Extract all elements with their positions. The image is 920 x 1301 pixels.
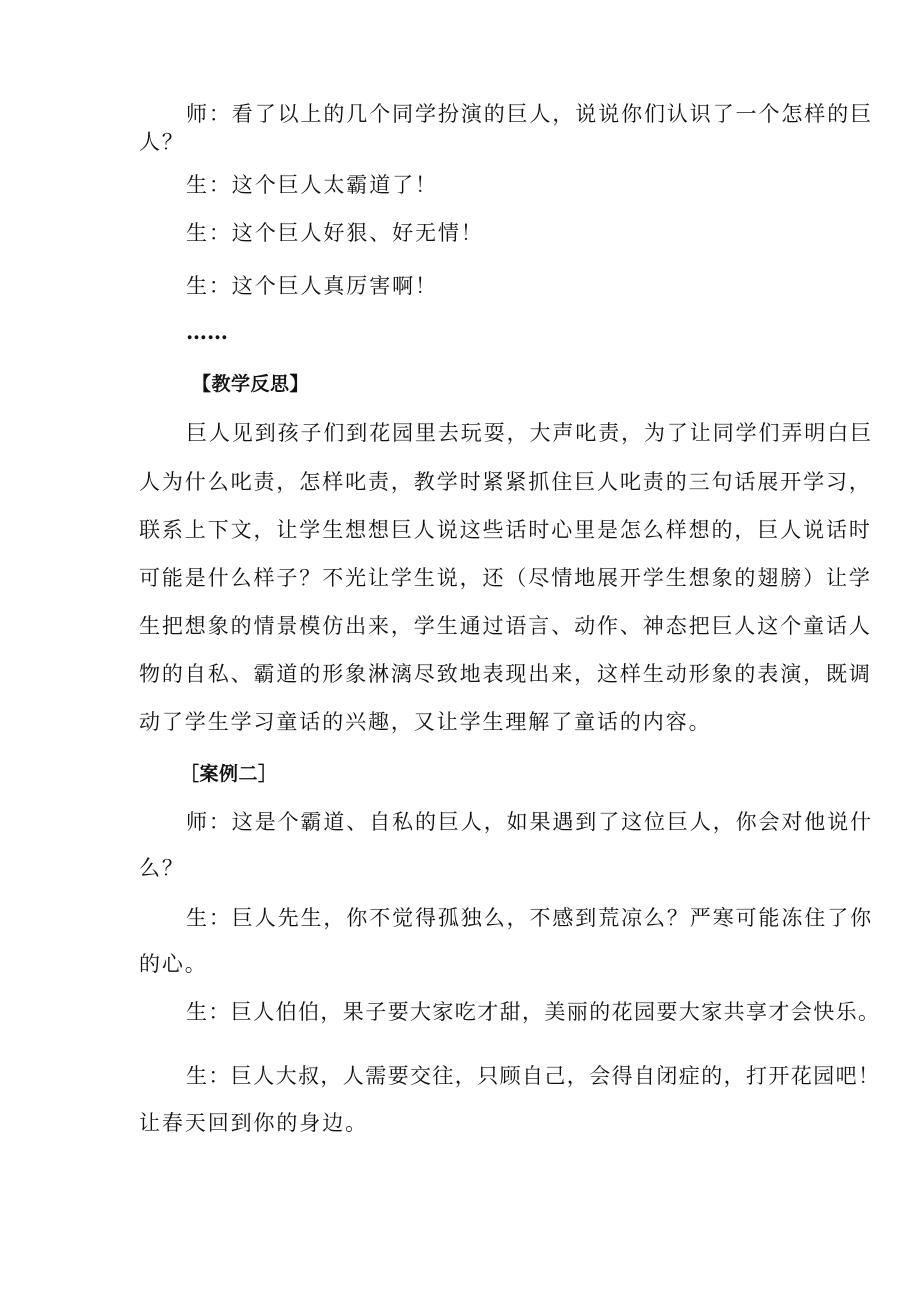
- reflection-line-1: 巨人见到孩子们到花园里去玩耍，大声叱责，为了让同学们弄明白巨: [186, 421, 873, 445]
- student-answer-3: 生：这个巨人真厉害啊！: [186, 274, 438, 298]
- ellipsis: ……: [186, 319, 228, 344]
- case2-student-2: 生：巨人伯伯，果子要大家吃才甜，美丽的花园要大家共享才会快乐。: [186, 1000, 881, 1024]
- case2-student-3-line-1: 生：巨人大叔，人需要交往，只顾自己，会得自闭症的，打开花园吧！: [186, 1064, 881, 1088]
- student-answer-2: 生：这个巨人好狠、好无情！: [186, 221, 484, 245]
- case2-student-1-line-1: 生：巨人先生，你不觉得孤独么，不感到荒凉么？严寒可能冻住了你: [186, 906, 873, 930]
- teacher-question-line-2: 人？: [139, 130, 185, 154]
- reflection-line-3: 联系上下文，让学生想想巨人说这些话时心里是怎么样想的，巨人说话时: [139, 518, 872, 542]
- case2-teacher-line-2: 么？: [139, 856, 185, 880]
- case2-student-1-line-2: 的心。: [139, 952, 208, 976]
- case2-student-3-line-2: 让春天回到你的身边。: [139, 1111, 368, 1135]
- section-heading-reflection: 【教学反思】: [192, 373, 310, 395]
- reflection-line-7: 动了学生学习童话的兴趣，又让学生理解了童话的内容。: [139, 710, 712, 734]
- reflection-line-5: 生把想象的情景模仿出来，学生通过语言、动作、神态把巨人这个童话人: [139, 614, 872, 638]
- section-heading-case-2: ［案例二］: [180, 763, 278, 785]
- student-answer-1: 生：这个巨人太霸道了！: [186, 173, 438, 197]
- case2-teacher-line-1: 师：这是个霸道、自私的巨人，如果遇到了这位巨人，你会对他说什: [186, 810, 873, 834]
- reflection-line-2: 人为什么叱责，怎样叱责，教学时紧紧抓住巨人叱责的三句话展开学习，: [139, 470, 872, 494]
- reflection-line-4: 可能是什么样子？不光让学生说，还（尽情地展开学生想象的翅膀）让学: [139, 566, 872, 590]
- teacher-question-line-1: 师：看了以上的几个同学扮演的巨人，说说你们认识了一个怎样的巨: [186, 102, 873, 126]
- reflection-line-6: 物的自私、霸道的形象淋漓尽致地表现出来，这样生动形象的表演，既调: [139, 662, 872, 686]
